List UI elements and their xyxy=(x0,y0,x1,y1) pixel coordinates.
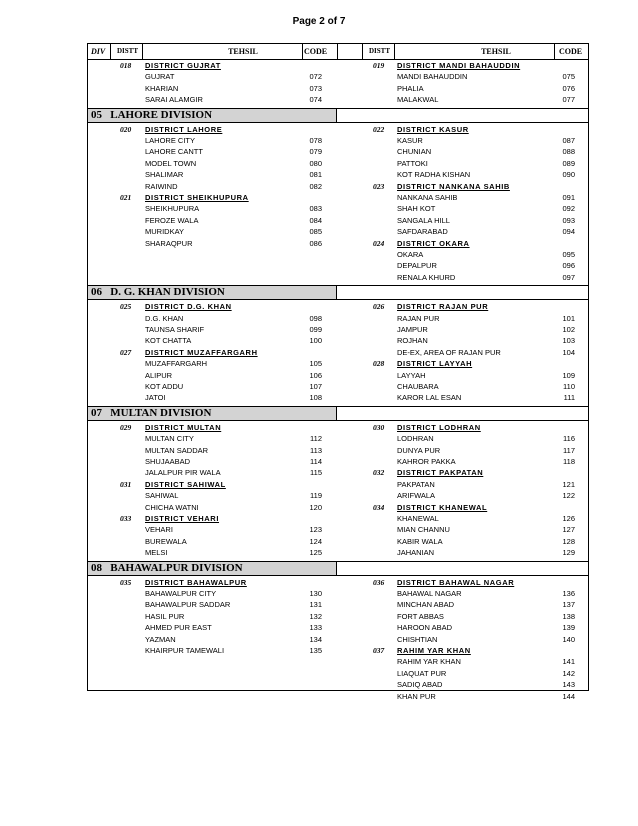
tehsil-name: KASUR xyxy=(397,136,423,145)
tehsil-code: 109 xyxy=(562,370,575,380)
tehsil-name: RAIWIND xyxy=(145,181,178,191)
tehsil-code: 142 xyxy=(562,668,575,678)
tehsil-code: 101 xyxy=(562,313,575,323)
page-number: Page 2 of 7 xyxy=(292,16,346,27)
district-code: 030 xyxy=(373,422,385,432)
tehsil-code: 093 xyxy=(562,215,575,225)
tehsil-code: 123 xyxy=(309,525,322,535)
district-code: 035 xyxy=(120,577,132,587)
district-code: 019 xyxy=(373,61,385,70)
district-name: DISTRICT RAJAN PUR xyxy=(397,302,489,312)
tehsil-name: SHAH KOT xyxy=(397,204,436,214)
tehsil-code: 118 xyxy=(563,457,575,466)
district-name: DISTRICT LODHRAN xyxy=(397,422,481,432)
tehsil-name: MULTAN SADDAR xyxy=(145,445,209,455)
district-name: DISTRICT OKARA xyxy=(397,238,470,248)
tehsil-code: 075 xyxy=(562,72,575,82)
district-code: 028 xyxy=(373,359,385,369)
tehsil-code: 092 xyxy=(562,204,575,214)
tehsil-name: MELSI xyxy=(145,548,168,558)
tehsil-name: KAROR LAL ESAN xyxy=(397,393,462,403)
tehsil-code: 122 xyxy=(562,491,575,501)
tehsil-code: 116 xyxy=(563,434,575,444)
district-code: 022 xyxy=(373,124,385,134)
tehsil-code: 106 xyxy=(309,370,322,380)
district-name: DISTRICT GUJRAT xyxy=(145,61,221,70)
tehsil-name: MODEL TOWN xyxy=(145,158,197,168)
district-code: 034 xyxy=(373,502,385,512)
header-divider xyxy=(337,44,338,60)
tehsil-code: 128 xyxy=(562,536,575,546)
tehsil-code: 111 xyxy=(563,393,575,403)
tehsil-name: MULTAN CITY xyxy=(145,434,194,444)
tehsil-code: 076 xyxy=(562,83,575,93)
tehsil-code: 074 xyxy=(309,95,322,105)
tehsil-name: VEHARI xyxy=(145,525,173,535)
tehsil-name: KHARIAN xyxy=(145,83,179,93)
header-divider xyxy=(554,44,555,60)
header-divider xyxy=(362,44,363,60)
tehsil-code: 089 xyxy=(562,158,575,168)
tehsil-code: 083 xyxy=(309,204,322,214)
tehsil-name: BUREWALA xyxy=(145,536,187,546)
tehsil-code: 127 xyxy=(562,525,575,535)
division-title: 08 BAHAWALPUR DIVISION xyxy=(91,561,243,574)
division-header-shade xyxy=(88,407,337,420)
district-name: DISTRICT D.G. KHAN xyxy=(145,302,232,312)
tehsil-name: DUNYA PUR xyxy=(397,445,441,455)
tehsil-code: 077 xyxy=(562,95,575,105)
tehsil-name: LAHORE CANTT xyxy=(145,147,203,157)
tehsil-code: 105 xyxy=(309,359,322,369)
tehsil-code: 112 xyxy=(310,434,322,444)
district-name: DISTRICT LAHORE xyxy=(145,124,223,134)
district-code: 027 xyxy=(120,347,132,357)
tehsil-code: 141 xyxy=(562,657,575,667)
tehsil-code: 133 xyxy=(309,623,322,633)
tehsil-name: JATOI xyxy=(145,393,166,403)
tehsil-code: 135 xyxy=(309,646,322,655)
tehsil-code: 102 xyxy=(562,325,575,334)
tehsil-name: CHUNIAN xyxy=(397,147,432,157)
tehsil-code: 136 xyxy=(562,589,575,598)
tehsil-code: 129 xyxy=(562,548,575,558)
tehsil-code: 131 xyxy=(309,600,322,610)
tehsil-code: 125 xyxy=(309,548,322,558)
district-code: 032 xyxy=(373,468,385,478)
tehsil-name: SHALIMAR xyxy=(145,170,184,180)
tehsil-name: LAYYAH xyxy=(397,370,426,380)
district-code: 024 xyxy=(373,238,385,248)
tehsil-code: 098 xyxy=(309,313,322,323)
tehsil-name: KOT RADHA KISHAN xyxy=(397,170,471,180)
header-tehsil-right: TEHSIL xyxy=(481,47,511,56)
tehsil-name: RAJAN PUR xyxy=(397,313,440,323)
district-code: 036 xyxy=(373,577,385,587)
district-code: 023 xyxy=(373,181,385,191)
tehsil-code: 144 xyxy=(562,691,575,701)
tehsil-name: D.G. KHAN xyxy=(145,313,184,323)
tehsil-name: DEPALPUR xyxy=(397,261,437,271)
district-code: 025 xyxy=(120,302,132,312)
tehsil-name: SHUJAABAD xyxy=(145,457,191,466)
tehsil-name: SHARAQPUR xyxy=(145,238,193,248)
district-code: 037 xyxy=(373,646,385,655)
tehsil-name: KAHROR PAKKA xyxy=(397,457,456,466)
tehsil-code: 119 xyxy=(310,491,322,501)
tehsil-name: LODHRAN xyxy=(397,434,434,444)
tehsil-name: OKARA xyxy=(397,250,424,259)
tehsil-code: 114 xyxy=(310,457,322,466)
tehsil-code: 086 xyxy=(309,238,322,248)
district-code: 033 xyxy=(120,514,132,523)
header-divider xyxy=(302,44,303,60)
header-distt-right: DISTT xyxy=(369,47,391,55)
tehsil-name: FEROZE WALA xyxy=(145,215,199,225)
tehsil-code: 091 xyxy=(562,193,575,202)
tehsil-name: SHEIKHUPURA xyxy=(145,204,200,214)
district-code: 020 xyxy=(120,124,132,134)
tehsil-name: KOT ADDU xyxy=(145,382,184,391)
tehsil-code: 140 xyxy=(562,634,575,644)
tehsil-name: SADIQ ABAD xyxy=(397,680,443,690)
district-code: 029 xyxy=(120,422,132,432)
tehsil-name: SAHIWAL xyxy=(145,491,179,501)
tehsil-name: KHAN PUR xyxy=(397,691,436,701)
tehsil-code: 137 xyxy=(562,600,575,610)
tehsil-name: RAHIM YAR KHAN xyxy=(397,657,461,667)
district-name: DISTRICT NANKANA SAHIB xyxy=(397,181,510,191)
tehsil-code: 103 xyxy=(562,336,575,346)
division-header-shade xyxy=(88,562,337,575)
tehsil-code: 130 xyxy=(309,589,322,598)
tehsil-name: CHISHTIAN xyxy=(397,634,438,644)
district-name: DISTRICT VEHARI xyxy=(145,514,220,523)
district-code: 031 xyxy=(120,479,132,489)
header-code-left: CODE xyxy=(304,47,328,56)
header-divider xyxy=(110,44,111,60)
tehsil-code: 104 xyxy=(562,347,575,357)
district-name: DISTRICT MULTAN xyxy=(145,422,222,432)
tehsil-code-table xyxy=(87,43,589,701)
tehsil-code: 126 xyxy=(562,514,575,523)
header-tehsil-left: TEHSIL xyxy=(228,47,258,56)
tehsil-name: GUJRAT xyxy=(145,72,175,82)
tehsil-code: 096 xyxy=(562,261,575,271)
tehsil-code: 143 xyxy=(562,680,575,690)
tehsil-name: SANGALA HILL xyxy=(397,215,450,225)
tehsil-name: ALIPUR xyxy=(145,370,173,380)
tehsil-code: 107 xyxy=(309,382,322,391)
tehsil-name: TAUNSA SHARIF xyxy=(145,325,205,334)
tehsil-code: 088 xyxy=(562,147,575,157)
header-distt-left: DISTT xyxy=(117,47,139,55)
tehsil-code: 124 xyxy=(309,536,322,546)
division-header-shade xyxy=(88,109,337,122)
header-div: DIV xyxy=(91,47,106,56)
tehsil-code: 099 xyxy=(309,325,322,334)
tehsil-code: 082 xyxy=(309,181,322,191)
district-name: DISTRICT LAYYAH xyxy=(397,359,473,369)
tehsil-code: 120 xyxy=(309,502,322,512)
district-code: 026 xyxy=(373,302,385,312)
tehsil-name: ROJHAN xyxy=(397,336,428,346)
tehsil-code: 100 xyxy=(309,336,322,346)
tehsil-name: MUZAFFARGARH xyxy=(145,359,208,369)
division-title: 05 LAHORE DIVISION xyxy=(91,108,213,121)
tehsil-name: AHMED PUR EAST xyxy=(145,623,212,633)
tehsil-name: RENALA KHURD xyxy=(397,272,456,282)
tehsil-name: SARAI ALAMGIR xyxy=(145,95,203,105)
tehsil-name: NANKANA SAHIB xyxy=(397,193,458,202)
division-title: 06 D. G. KHAN DIVISION xyxy=(91,286,225,299)
district-name: DISTRICT BAHAWAL NAGAR xyxy=(397,577,515,587)
tehsil-code: 084 xyxy=(309,215,322,225)
tehsil-code: 095 xyxy=(562,250,575,259)
district-name: DISTRICT PAKPATAN xyxy=(397,468,484,478)
tehsil-name: JAHANIAN xyxy=(397,548,435,558)
tehsil-code: 078 xyxy=(309,136,322,145)
tehsil-name: SAFDARABAD xyxy=(397,227,448,237)
tehsil-code: 121 xyxy=(562,479,575,489)
tehsil-name: ARIFWALA xyxy=(397,491,436,501)
division-title: 07 MULTAN DIVISION xyxy=(91,406,212,419)
tehsil-name: CHICHA WATNI xyxy=(145,502,199,512)
division-header xyxy=(88,285,588,300)
header-code-right: CODE xyxy=(559,47,583,56)
tehsil-code: 090 xyxy=(562,170,575,180)
tehsil-name: MIAN CHANNU xyxy=(397,525,450,535)
tehsil-code: 094 xyxy=(562,227,575,237)
tehsil-name: LAHORE CITY xyxy=(145,136,196,145)
district-name: RAHIM YAR KHAN xyxy=(397,646,471,655)
tehsil-name: KOT CHATTA xyxy=(145,336,192,346)
district-code: 018 xyxy=(120,61,132,70)
header-rule xyxy=(88,59,588,60)
tehsil-name: BAHAWALPUR SADDAR xyxy=(145,600,231,610)
district-code: 021 xyxy=(120,193,132,202)
tehsil-name: JAMPUR xyxy=(397,325,428,334)
tehsil-name: KHANEWAL xyxy=(397,514,439,523)
tehsil-code: 097 xyxy=(562,272,575,282)
tehsil-name: PHALIA xyxy=(397,83,424,93)
tehsil-code: 080 xyxy=(309,158,322,168)
tehsil-name: MANDI BAHAUDDIN xyxy=(397,72,468,82)
tehsil-name: JALALPUR PIR WALA xyxy=(145,468,221,478)
tehsil-name: PAKPATAN xyxy=(397,479,435,489)
tehsil-name: BAHAWALPUR CITY xyxy=(145,589,217,598)
tehsil-code: 081 xyxy=(309,170,322,180)
tehsil-code: 138 xyxy=(562,611,575,621)
tehsil-code: 085 xyxy=(309,227,322,237)
tehsil-name: BAHAWAL NAGAR xyxy=(397,589,462,598)
tehsil-name: MURIDKAY xyxy=(145,227,185,237)
tehsil-code: 115 xyxy=(310,468,322,478)
tehsil-code: 132 xyxy=(309,611,322,621)
tehsil-name: KABIR WALA xyxy=(397,536,443,546)
tehsil-name: YAZMAN xyxy=(145,634,176,644)
tehsil-code: 073 xyxy=(309,83,322,93)
tehsil-name: DE-EX, AREA OF RAJAN PUR xyxy=(397,347,501,357)
tehsil-code: 108 xyxy=(309,393,322,403)
header-divider xyxy=(394,44,395,60)
district-name: DISTRICT SHEIKHUPURA xyxy=(145,193,249,202)
district-name: DISTRICT MANDI BAHAUDDIN xyxy=(397,61,521,70)
division-header-shade xyxy=(88,286,337,299)
district-name: DISTRICT MUZAFFARGARH xyxy=(145,347,258,357)
tehsil-code: 079 xyxy=(309,147,322,157)
tehsil-code: 087 xyxy=(562,136,575,145)
district-name: DISTRICT SAHIWAL xyxy=(145,479,226,489)
tehsil-name: CHAUBARA xyxy=(397,382,439,391)
division-header xyxy=(88,108,588,123)
tehsil-code: 139 xyxy=(562,623,575,633)
tehsil-code: 072 xyxy=(309,72,322,82)
district-name: DISTRICT KHANEWAL xyxy=(397,502,488,512)
tehsil-name: HAROON ABAD xyxy=(397,623,453,633)
tehsil-name: LIAQUAT PUR xyxy=(397,668,447,678)
header-divider xyxy=(142,44,143,60)
tehsil-name: FORT ABBAS xyxy=(397,611,444,621)
tehsil-code: 134 xyxy=(309,634,322,644)
tehsil-code: 113 xyxy=(310,445,322,455)
tehsil-name: PATTOKI xyxy=(397,158,428,168)
tehsil-code: 117 xyxy=(563,445,575,455)
tehsil-name: KHAIRPUR TAMEWALI xyxy=(145,646,225,655)
tehsil-code: 110 xyxy=(563,382,575,391)
division-header xyxy=(88,561,588,576)
district-name: DISTRICT BAHAWALPUR xyxy=(145,577,247,587)
tehsil-name: HASIL PUR xyxy=(145,611,185,621)
division-header xyxy=(88,406,588,421)
tehsil-name: MALAKWAL xyxy=(397,95,439,105)
district-name: DISTRICT KASUR xyxy=(397,124,469,134)
tehsil-name: MINCHAN ABAD xyxy=(397,600,455,610)
